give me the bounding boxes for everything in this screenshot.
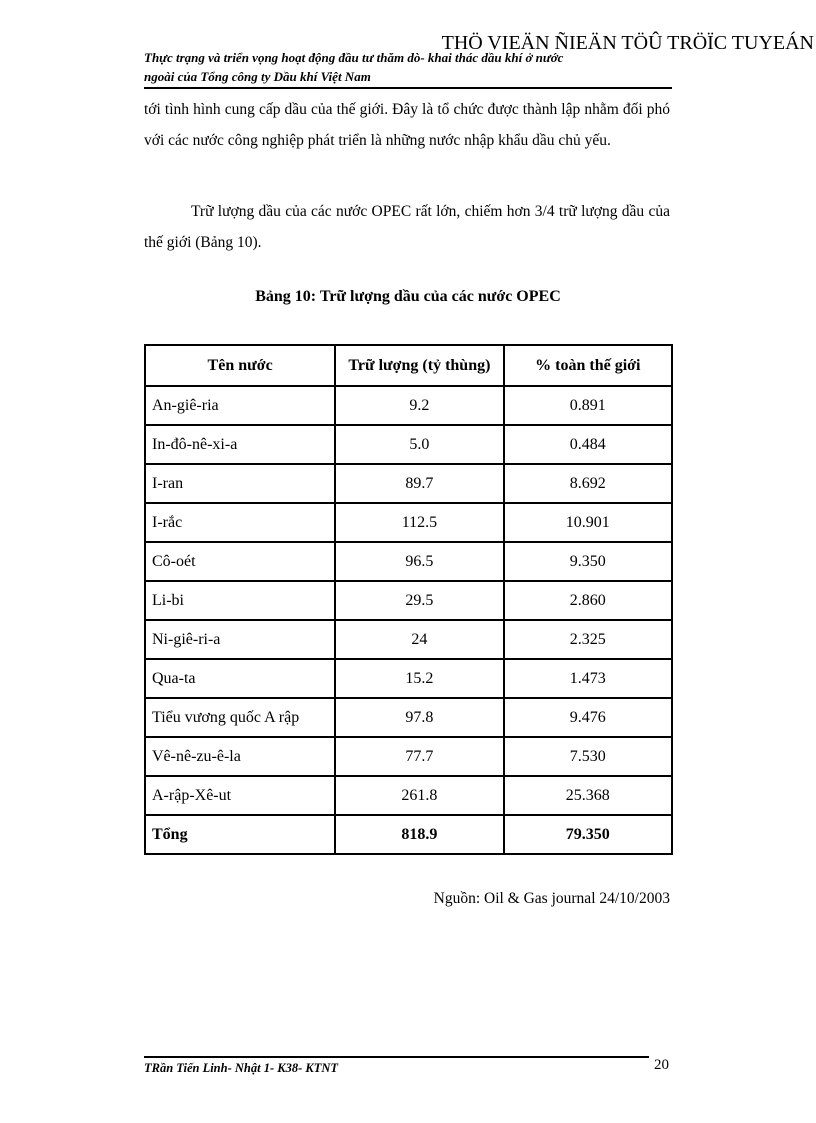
table-total-row xyxy=(145,815,672,854)
body-paragraph-1: tới tình hình cung cấp dầu của thế giới. Đây là tổ chức được thành lập nhằm đối phó với các nước công nghiệp phát triển là những nước nhập khẩu dầu chủ yếu. xyxy=(144,101,670,149)
table-row xyxy=(145,581,672,620)
total-share-cell: 79.350 xyxy=(504,815,672,854)
total-reserves-cell: 818.9 xyxy=(335,815,503,854)
running-header xyxy=(144,48,672,86)
reserves-cell: 261.8 xyxy=(335,776,503,815)
page-number: 20 xyxy=(654,1057,669,1073)
reserves-cell: 89.7 xyxy=(335,464,503,503)
share-cell: 0.484 xyxy=(504,425,672,464)
running-header-line-2: ngoài của Tổng công ty Dầu khí Việt Nam xyxy=(144,69,371,84)
table-row xyxy=(145,776,672,815)
table-header-row xyxy=(145,345,672,386)
share-cell: 9.476 xyxy=(504,698,672,737)
column-header-country: Tên nước xyxy=(145,345,335,386)
table-row xyxy=(145,698,672,737)
running-header-line-1: Thực trạng và triển vọng hoạt động đầu tư thăm dò- khai thác dầu khí ở nước xyxy=(144,50,564,65)
footer-divider xyxy=(144,1056,649,1058)
share-cell: 10.901 xyxy=(504,503,672,542)
reserves-cell: 24 xyxy=(335,620,503,659)
country-cell: Ni-giê-ri-a xyxy=(145,620,335,659)
library-watermark: THÖ VIEÄN ÑIEÄN TÖÛ TRÖÏC TUYEÁN xyxy=(441,32,814,54)
table-caption: Bảng 10: Trữ lượng dầu của các nước OPEC xyxy=(255,288,561,305)
country-cell: Li-bi xyxy=(145,581,335,620)
share-cell: 0.891 xyxy=(504,386,672,425)
country-cell: I-ran xyxy=(145,464,335,503)
opec-reserves-table xyxy=(144,344,673,855)
country-cell: An-giê-ria xyxy=(145,386,335,425)
country-cell: I-rắc xyxy=(145,503,335,542)
reserves-cell: 9.2 xyxy=(335,386,503,425)
table-row xyxy=(145,425,672,464)
column-header-reserves: Trữ lượng (tỷ thùng) xyxy=(335,345,503,386)
share-cell: 7.530 xyxy=(504,737,672,776)
column-header-world-share: % toàn thế giới xyxy=(504,345,672,386)
country-cell: Vê-nê-zu-ê-la xyxy=(145,737,335,776)
country-cell: In-đô-nê-xi-a xyxy=(145,425,335,464)
share-cell: 25.368 xyxy=(504,776,672,815)
country-cell: A-rập-Xê-ut xyxy=(145,776,335,815)
total-label-cell: Tổng xyxy=(145,815,335,854)
reserves-cell: 97.8 xyxy=(335,698,503,737)
table-source-note: Nguồn: Oil & Gas journal 24/10/2003 xyxy=(433,890,670,907)
reserves-cell: 77.7 xyxy=(335,737,503,776)
table-row xyxy=(145,659,672,698)
table-row xyxy=(145,620,672,659)
table-row xyxy=(145,386,672,425)
share-cell: 2.860 xyxy=(504,581,672,620)
country-cell: Cô-oét xyxy=(145,542,335,581)
reserves-cell: 5.0 xyxy=(335,425,503,464)
share-cell: 8.692 xyxy=(504,464,672,503)
country-cell: Qua-ta xyxy=(145,659,335,698)
reserves-cell: 96.5 xyxy=(335,542,503,581)
table-row xyxy=(145,737,672,776)
reserves-cell: 112.5 xyxy=(335,503,503,542)
header-divider xyxy=(144,87,672,89)
share-cell: 9.350 xyxy=(504,542,672,581)
country-cell: Tiểu vương quốc A rập xyxy=(145,698,335,737)
reserves-cell: 29.5 xyxy=(335,581,503,620)
footer-author: TRần Tiến Linh- Nhật 1- K38- KTNT xyxy=(144,1061,338,1075)
share-cell: 2.325 xyxy=(504,620,672,659)
table-row xyxy=(145,503,672,542)
body-paragraph-2: Trữ lượng dầu của các nước OPEC rất lớn, chiếm hơn 3/4 trữ lượng dầu của thế giới (Bảng 10). xyxy=(144,203,670,251)
table-row xyxy=(145,464,672,503)
table-row xyxy=(145,542,672,581)
reserves-cell: 15.2 xyxy=(335,659,503,698)
share-cell: 1.473 xyxy=(504,659,672,698)
